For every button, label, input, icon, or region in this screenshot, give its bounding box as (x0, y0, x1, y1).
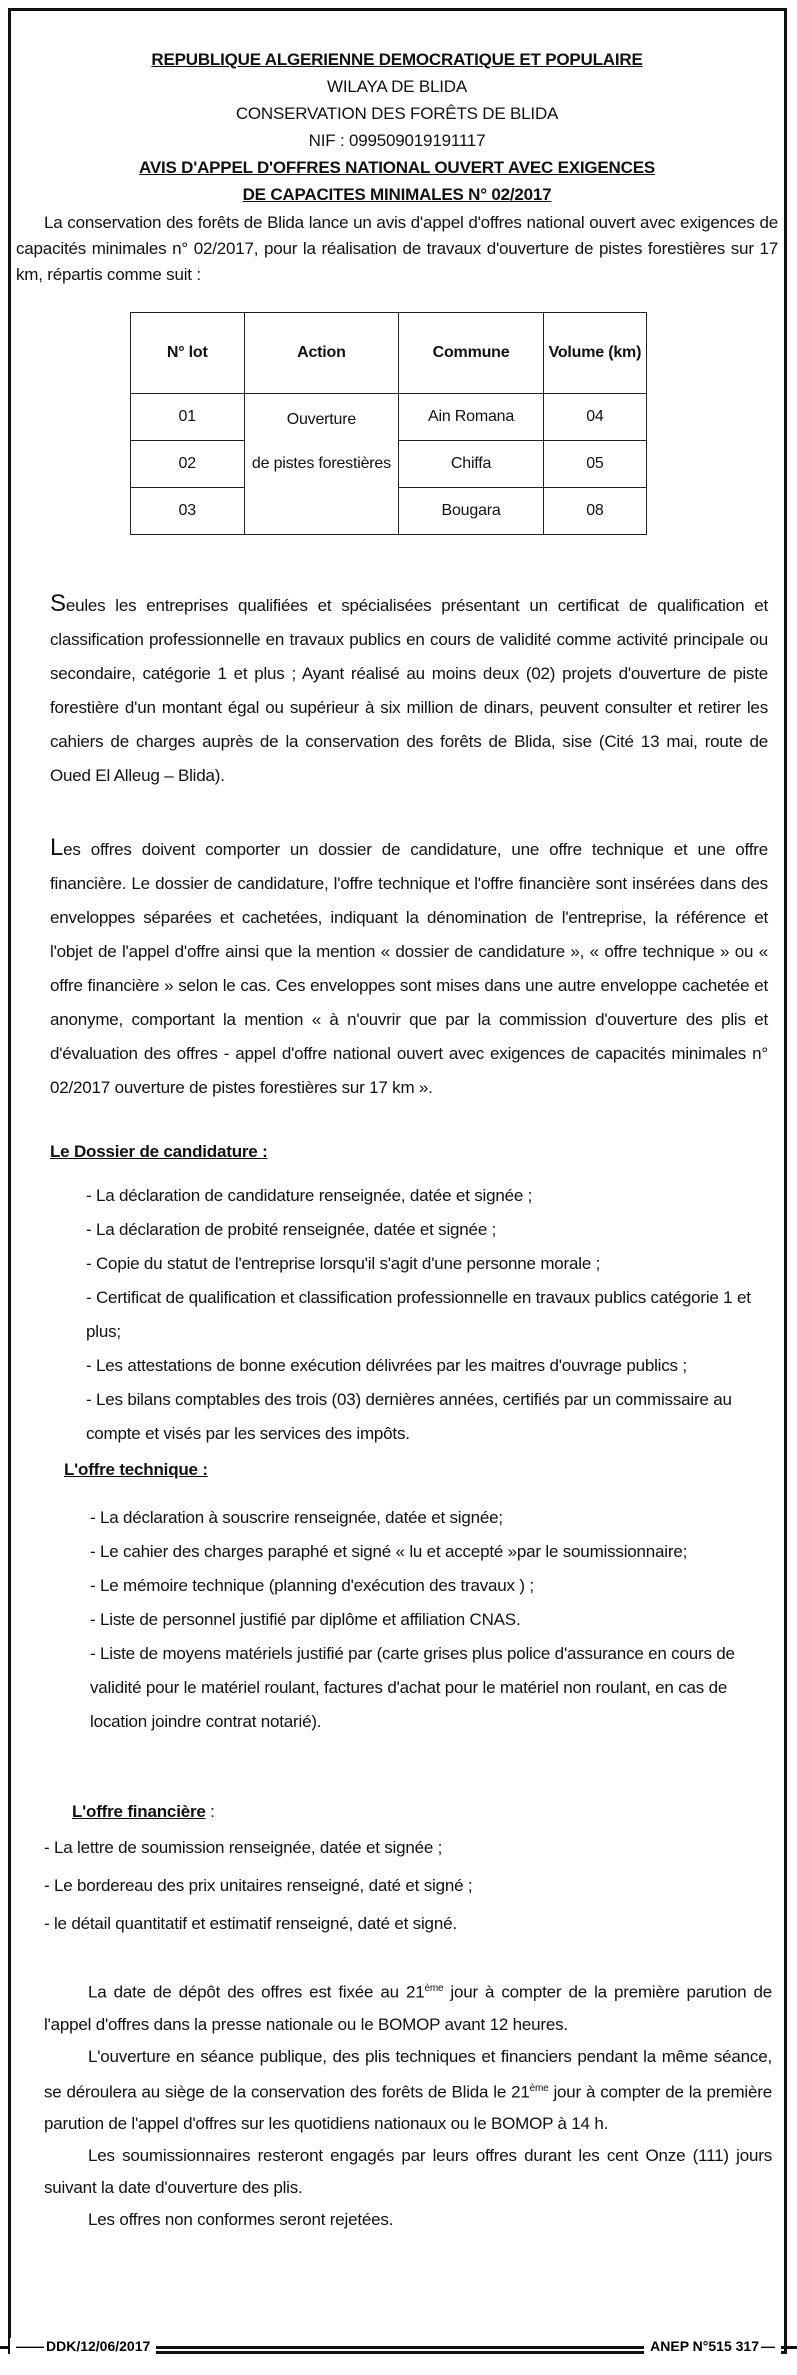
drop-cap: S (50, 590, 66, 617)
technique-list (90, 1501, 758, 1739)
action-line-2: de pistes forestières (251, 455, 391, 472)
footer-ref-left: —— DDK/12/06/2017 (10, 2338, 156, 2354)
list-item: - Le mémoire technique (planning d'exécution des travaux ) ; (90, 1576, 534, 1595)
footer-bar (0, 2338, 797, 2358)
list-item: - Les bilans comptables des trois (03) dernières années, certifiés par un commissaire au compte et visés par les services des impôts. (86, 1390, 732, 1443)
cell-lot: 03 (131, 488, 245, 535)
intro-paragraph: La conservation des forêts de Blida lance un avis d'appel d'offres national ouvert avec exigences de capacités minimales n° 02/2017, pour la réalisation de travaux d'ouverture de pistes forestières sur 17 km, répartis comme suit : (16, 213, 778, 284)
eligibility-text: eules les entreprises qualifiées et spécialisées présentant un certificat de qualification et classification professionnelle en travaux publics en cours de validité comme activité principale ou secondaire, catégorie 1 et plus ; Ayant réalisé au moins deux (02) projets d'ouverture de piste forestière d'un montant égal ou supérieur à six million de dinars, peuvent consulter et retirer les cahiers de charges auprès de la conservation des forêts de Blida, sise (Cité 13 mai, route de Oued El Alleug – Blida). (50, 596, 768, 785)
list-item: - Copie du statut de l'entreprise lorsqu'il s'agit d'une personne morale ; (86, 1254, 601, 1273)
document-body (16, 46, 778, 2236)
closing-section (44, 1973, 772, 2236)
header-nif: NIF : 099509019191117 (308, 131, 486, 150)
cell-volume: 08 (543, 488, 646, 535)
cell-commune: Chiffa (399, 441, 543, 488)
list-item: - Le bordereau des prix unitaires renseigné, daté et signé ; (44, 1876, 473, 1895)
table-row (131, 394, 647, 441)
header-title-2: DE CAPACITES MINIMALES N° 02/2017 (242, 185, 552, 204)
eligibility-paragraph (50, 587, 768, 793)
cell-lot: 02 (131, 441, 245, 488)
offers-text: es offres doivent comporter un dossier de candidature, une offre technique et une offre financière. Le dossier de candidature, l'offre technique et l'offre financière sont insérées dans des enveloppes séparées et cachetées, indiquant la dénomination de l'entreprise, la référence et l'objet de l'appel d'offre ainsi que la mention « dossier de candidature », « offre technique » ou « offre financière » selon le cas. Ces enveloppes sont mises dans une autre enveloppe cachetée et anonyme, comportant la mention « à n'ouvrir que par la commission d'ouverture des plis et d'évaluation des offres - appel d'offre national ouvert avec exigences de capacités minimales n° 02/2017 ouverture de pistes forestières sur 17 km ». (50, 840, 768, 1097)
financiere-title: L'offre financière (72, 1802, 206, 1821)
financiere-title-suffix: : (205, 1802, 215, 1821)
cell-volume: 04 (543, 394, 646, 441)
lots-table (130, 312, 647, 535)
table-header-commune: Commune (399, 313, 543, 394)
header-republic: REPUBLIQUE ALGERIENNE DEMOCRATIQUE ET POPULAIRE (151, 50, 643, 69)
header-wilaya: WILAYA DE BLIDA (327, 77, 467, 96)
list-item: - La déclaration à souscrire renseignée, datée et signée; (90, 1508, 503, 1527)
header-conservation: CONSERVATION DES FORÊTS DE BLIDA (235, 104, 559, 123)
list-item: - Liste de personnel justifié par diplôme et affiliation CNAS. (90, 1610, 521, 1629)
closing-opening (44, 2041, 772, 2141)
closing-deadline-sup: ème (424, 1983, 444, 1994)
dossier-title: Le Dossier de candidature : (50, 1142, 268, 1161)
offers-paragraph (50, 831, 768, 1105)
closing-deadline (44, 1973, 772, 2041)
list-item: - le détail quantitatif et estimatif renseigné, daté et signé. (44, 1914, 457, 1933)
list-item: - Le cahier des charges paraphé et signé « lu et accepté »par le soumissionnaire; (90, 1542, 688, 1561)
list-item: - La lettre de soumission renseignée, datée et signée ; (44, 1838, 443, 1857)
dossier-list (86, 1179, 766, 1451)
technique-title: L'offre technique : (64, 1460, 208, 1479)
financiere-list (44, 1829, 744, 1943)
cell-lot: 01 (131, 394, 245, 441)
closing-opening-a: L'ouverture en séance publique, des plis techniques et financiers pendant la même séance, se déroulera au siège de la conservation des forêts de Blida le 21 (44, 2046, 772, 2102)
table-header-lot: N° lot (131, 313, 245, 394)
list-item: - La déclaration de candidature renseignée, datée et signée ; (86, 1186, 533, 1205)
table-header-volume: Volume (km) (543, 313, 646, 394)
list-item: - Certificat de qualification et classification professionnelle en travaux publics catégorie 1 et plus; (86, 1288, 751, 1341)
list-item: - Les attestations de bonne exécution délivrées par les maitres d'ouvrage publics ; (86, 1356, 687, 1375)
cell-action (244, 394, 399, 535)
table-header-action: Action (244, 313, 399, 394)
action-line-1: Ouverture (286, 411, 357, 428)
cell-commune: Ain Romana (399, 394, 543, 441)
closing-deadline-a: La date de dépôt des offres est fixée au 21 (88, 1982, 425, 2002)
footer-ref-right: ANEP N°515 317 — (644, 2338, 781, 2354)
table-header-row (131, 313, 647, 394)
financiere-section (44, 1799, 778, 1943)
drop-cap: L (50, 834, 64, 861)
cell-commune: Bougara (399, 488, 543, 535)
dossier-section (50, 1139, 778, 1451)
closing-engagement: Les soumissionnaires resteront engagés par leurs offres durant les cent Onze (111) jours suivant la date d'ouverture des plis. (44, 2146, 772, 2198)
list-item: - La déclaration de probité renseignée, datée et signée ; (86, 1220, 497, 1239)
cell-volume: 05 (543, 441, 646, 488)
closing-deadline-b: jour à compter de la première parution de l'appel d'offres dans la presse nationale ou le BOMOP avant 12 heures. (44, 1982, 772, 2034)
header-title-1: AVIS D'APPEL D'OFFRES NATIONAL OUVERT AVEC EXIGENCES (139, 158, 655, 177)
technique-section (64, 1457, 778, 1739)
closing-opening-sup: ème (529, 2082, 549, 2094)
closing-rejection: Les offres non conformes seront rejetées. (88, 2210, 394, 2230)
header-block (16, 46, 778, 208)
financiere-title-wrap (72, 1799, 778, 1825)
list-item: - Liste de moyens matériels justifié par (carte grises plus police d'assurance en cours de validité pour le matériel roulant, factures d'achat pour le matériel non roulant, en cas de location joindre contrat notarié). (90, 1644, 735, 1731)
closing-opening-b: jour à compter de la première parution de l'appel d'offres sur les quotidiens nationaux ou le BOMOP à 14 h. (44, 2082, 772, 2134)
